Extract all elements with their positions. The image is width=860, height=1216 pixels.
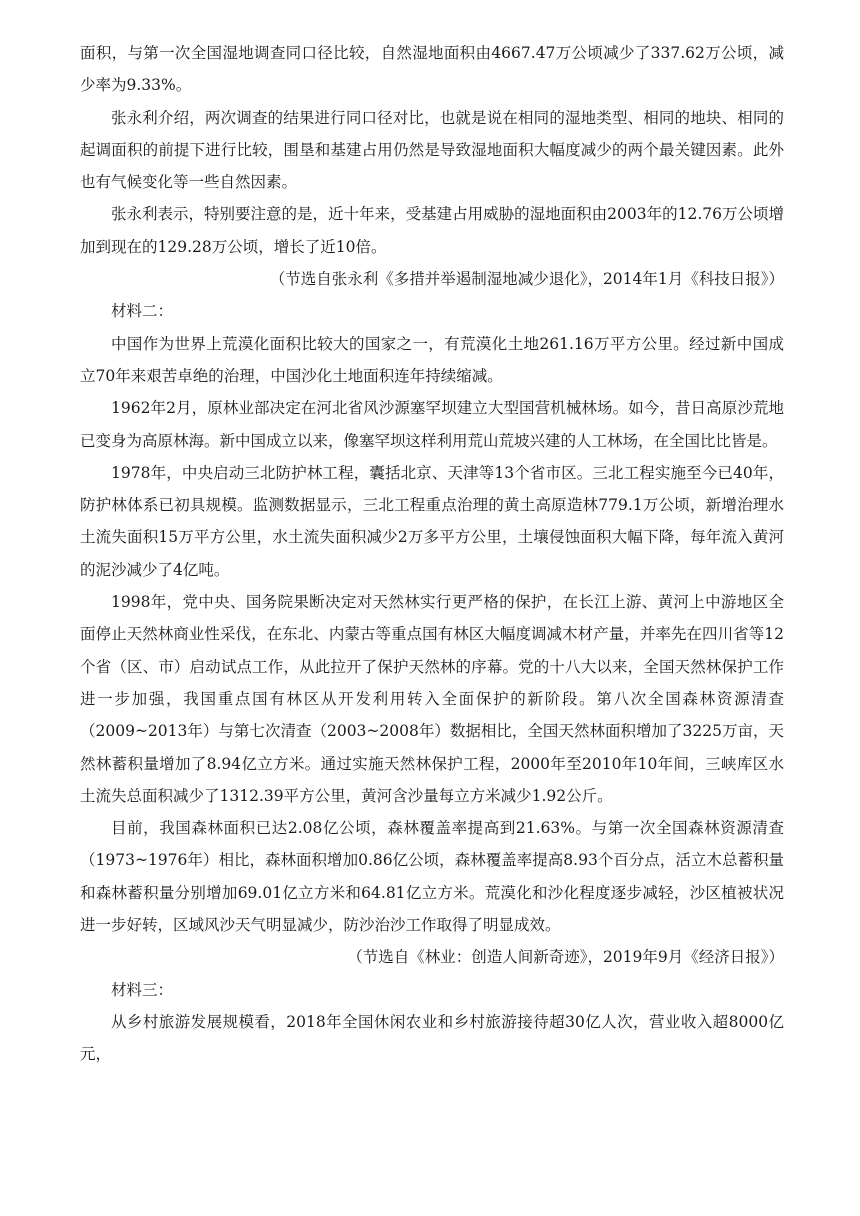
paragraph: 从乡村旅游发展规模看，2018年全国休闲农业和乡村旅游接待超30亿人次，营业收入超8000亿元， [80, 1012, 784, 1064]
paragraph: 1978年，中央启动三北防护林工程，囊括北京、天津等13个省市区。三北工程实施至今已40年，防护林体系已初具规模。监测数据显示，三北工程重点治理的黄土高原造林779.1万公顷，新增治理水土流失面积15万平方公里，水土流失面积减少2万多平方公里，土壤侵蚀面积大幅下降，每年流入黄河的泥沙减少了4亿吨。 [80, 463, 784, 579]
section-heading: 材料三： [111, 980, 174, 999]
paragraph: 目前，我国森林面积已达2.08亿公顷，森林覆盖率提高到21.63%。与第一次全国森林资源清查（1973~1976年）相比，森林面积增加0.86亿公顷，森林覆盖率提高8.93个百分点，活立木总蓄积量和森林蓄积量分别增加69.01亿立方米和64.81亿立方米。荒漠化和沙化程度逐步减轻，沙区植被状况进一步好转，区域风沙天气明显减少，防沙治沙工作取得了明显成效。 [80, 819, 784, 935]
paragraph: 1962年2月，原林业部决定在河北省风沙源塞罕坝建立大型国营机械林场。如今，昔日高原沙荒地已变身为高原林海。新中国成立以来，像塞罕坝这样利用荒山荒坡兴建的人工林场，在全国比比皆是。 [80, 399, 784, 450]
paragraph-continuation: 面积，与第一次全国湿地调查同口径比较，自然湿地面积由4667.47万公顷减少了337.62万公顷，减少率为9.33%。 [80, 44, 784, 95]
document-body [80, 37, 784, 1071]
paragraph: 张永利表示，特别要注意的是，近十年来，受基建占用威胁的湿地面积由2003年的12.76万公顷增加到现在的129.28万公顷，增长了近10倍。 [80, 205, 784, 256]
source-citation: （节选自张永利《多措并举遏制湿地减少退化》，2014年1月《科技日报》） [269, 270, 784, 289]
paragraph: 中国作为世界上荒漠化面积比较大的国家之一，有荒漠化土地261.16万平方公里。经过新中国成立70年来艰苦卓绝的治理，中国沙化土地面积连年持续缩减。 [80, 334, 784, 385]
section-heading: 材料二： [111, 302, 174, 321]
paragraph: 张永利介绍，两次调查的结果进行同口径对比，也就是说在相同的湿地类型、相同的地块、相同的起调面积的前提下进行比较，围垦和基建占用仍然是导致湿地面积大幅度减少的两个最关键因素。此外也有气候变化等一些自然因素。 [80, 108, 784, 192]
source-citation: （节选自《林业：创造人间新奇迹》，2019年9月《经济日报》） [347, 948, 784, 967]
paragraph: 1998年，党中央、国务院果断决定对天然林实行更严格的保护，在长江上游、黄河上中游地区全面停止天然林商业性采伐，在东北、内蒙古等重点国有林区大幅度调减木材产量，并率先在四川省等12个省（区、市）启动试点工作，从此拉开了保护天然林的序幕。党的十八大以来，全国天然林保护工作进一步加强，我国重点国有林区从开发利用转入全面保护的新阶段。第八次全国森林资源清查（2009~2013年）与第七次清查（2003~2008年）数据相比，全国天然林面积增加了3225万亩，天然林蓄积量增加了8.94亿立方米。通过实施天然林保护工程，2000年至2010年10年间，三峡库区水土流失总面积减少了1312.39平方公里，黄河含沙量每立方米减少1.92公斤。 [80, 593, 784, 805]
